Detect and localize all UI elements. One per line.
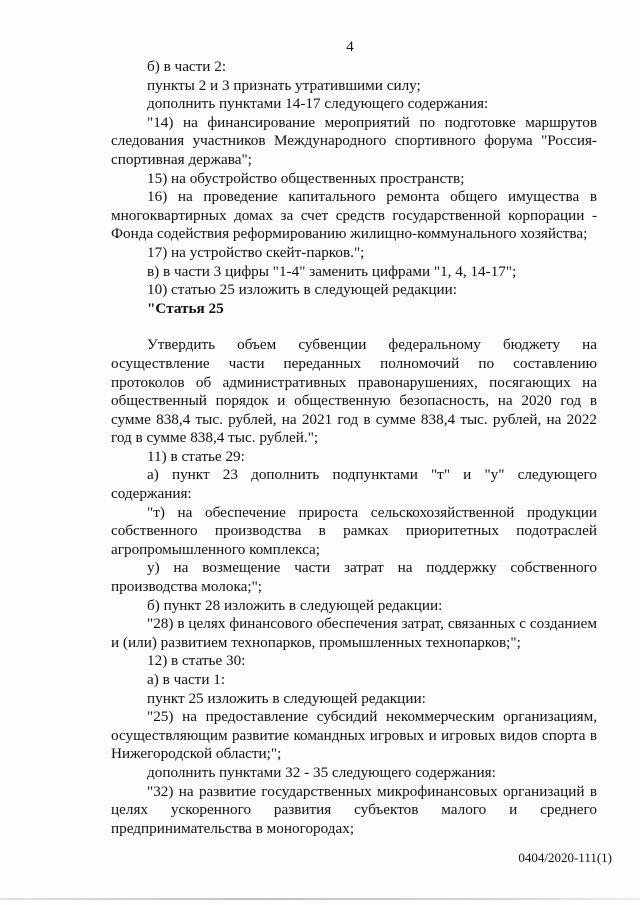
- paragraph-article-29: 11) в статье 29:: [147, 447, 245, 465]
- paragraph-article-25-intro: 10) статью 25 изложить в следующей редакции:: [147, 281, 457, 299]
- scan-edge-divider: [0, 898, 640, 900]
- paragraph-point-25: "25) на предоставление субсидий некоммерческим организациям, осуществляющим развитие командных игровых и игровых видов спорта в Нижегородской области;";: [111, 708, 597, 763]
- paragraph-part-3-change: в) в части 3 цифры "1-4" заменить цифрами "1, 4, 14-17";: [147, 262, 517, 280]
- spacer: [111, 318, 597, 336]
- document-code: 0404/2020-111(1): [518, 850, 612, 865]
- paragraph-subpoint-u: у) на возмещение части затрат на поддержку собственного производства молока;";: [111, 559, 597, 596]
- paragraph-point-23-add: а) пункт 23 дополнить подпунктами "т" и "у" следующего содержания:: [111, 466, 597, 503]
- paragraph-point-15: 15) на обустройство общественных пространств;: [147, 169, 465, 187]
- paragraph-add-points-14-17: дополнить пунктами 14-17 следующего содержания:: [147, 95, 489, 113]
- article-25-heading: "Статья 25: [147, 299, 224, 317]
- paragraph-point-28: "28) в целях финансового обеспечения затрат, связанных с созданием и (или) развитием технопарков, промышленных технопарков;";: [111, 615, 597, 651]
- paragraph-part-1: а) в части 1:: [147, 671, 226, 688]
- document-body: [111, 58, 597, 838]
- paragraph-point-14: "14) на финансирование мероприятий по подготовке маршрутов следования участников Международного спортивного форума "Россия-спортивная держава";: [111, 113, 597, 168]
- paragraph-article-30: 12) в статье 30:: [147, 652, 246, 670]
- page-number: 4: [346, 39, 354, 55]
- paragraph-subvention: Утвердить объем субвенции федеральному бюджету на осуществление части переданных полномочий по составлению протоколов об административных правонарушениях, посягающих на общественный порядок и общественную безопасность, на 2020 год в сумме 838,4 тыс. рублей, на 2021 год в сумме 838,4 тыс. рублей, на 2022 год в сумме 838,4 тыс. рублей.";: [111, 336, 597, 447]
- paragraph-point-32: "32) на развитие государственных микрофинансовых организаций в целях ускоренного развития субъектов малого и среднего предпринимательства в моногородах;: [111, 782, 597, 837]
- paragraph-part-2-heading: б) в части 2:: [147, 58, 227, 75]
- paragraph-subpoint-t: "т) на обеспечение прироста сельскохозяйственной продукции собственного производства в рамках приоритетных подотраслей агропромышленного комплекса;: [111, 503, 597, 558]
- paragraph-point-17: 17) на устройство скейт-парков.";: [147, 243, 365, 261]
- paragraph-add-points-32-35: дополнить пунктами 32 - 35 следующего содержания:: [147, 763, 496, 781]
- paragraph-point-28-heading: б) пункт 28 изложить в следующей редакции:: [147, 596, 443, 614]
- paragraph-point-16: 16) на проведение капитального ремонта общего имущества в многоквартирных домах за счет средств государственной корпорации - Фонда содействия реформированию жилищно-коммунального хозяйства;: [111, 188, 597, 243]
- paragraph-repeal-points: пункты 2 и 3 признать утратившими силу;: [147, 76, 421, 94]
- paragraph-point-25-heading: пункт 25 изложить в следующей редакции:: [147, 689, 426, 707]
